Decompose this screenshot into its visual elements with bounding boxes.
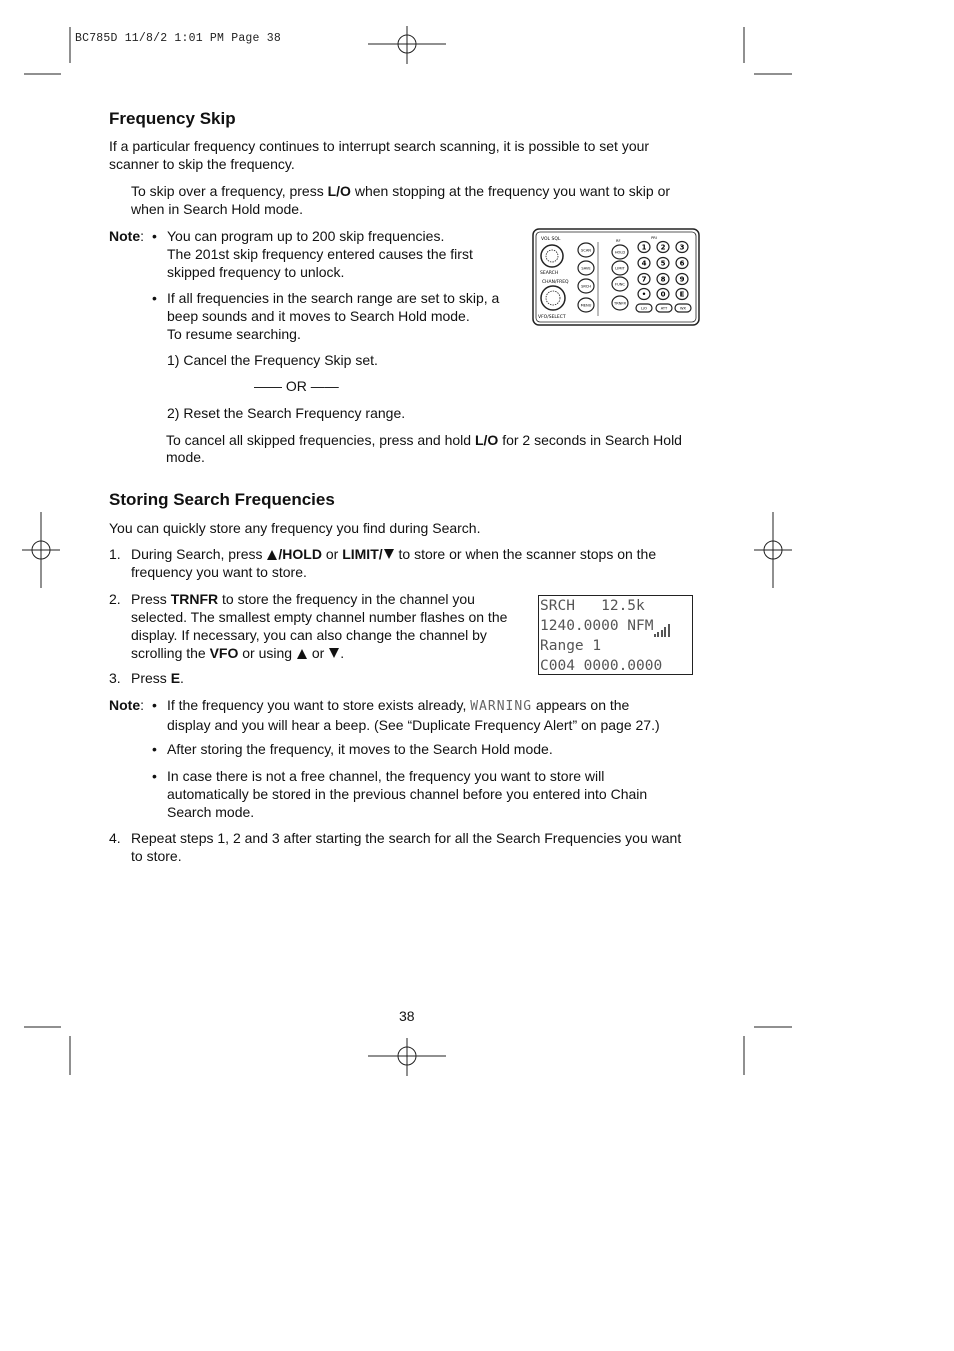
step-4-number: 4.	[109, 830, 121, 846]
lo-key-label: L/O	[474, 432, 499, 448]
svg-text:PRI: PRI	[651, 236, 657, 240]
step-3-number: 3.	[109, 670, 121, 686]
lcd-line-1: SRCH 12.5k	[540, 598, 645, 614]
note-label: Note:	[109, 228, 145, 244]
signal-strength-icon	[654, 617, 672, 637]
intro-line-2: scanner to skip the frequency.	[109, 156, 295, 172]
section-title-storing: Storing Search Frequencies	[109, 490, 335, 509]
svg-text:SCAN: SCAN	[581, 248, 591, 253]
svg-text:1: 1	[641, 243, 647, 252]
lcd-line-2: 1240.0000 NFM	[540, 616, 692, 636]
page-number: 38	[399, 1008, 415, 1024]
svg-text:L/O: L/O	[640, 306, 648, 311]
intro-line-1: If a particular frequency continues to interrupt search scanning, it is possible to set your	[109, 138, 650, 154]
down-arrow-icon	[384, 549, 394, 559]
resume-option-2: 2) Reset the Search Frequency range.	[167, 405, 406, 421]
section-title-frequency-skip: Frequency Skip	[109, 109, 236, 128]
vfo-dial	[541, 286, 565, 310]
svg-text:FUNC: FUNC	[615, 282, 625, 287]
lcd-line-3: Range 1	[540, 638, 602, 654]
step-3-text: Press E.	[131, 670, 184, 686]
lcd-line-4: C004 0000.0000	[540, 658, 663, 674]
chan-freq-label: CHAN/FREQ	[542, 280, 569, 285]
svg-text:WX: WX	[679, 306, 687, 311]
note-bullet-2: • If all frequencies in the search range are set to skip, a beep sounds and it moves to Search Hold mode. To resume searching.	[167, 289, 499, 343]
storing-intro: You can quickly store any frequency you find during Search.	[109, 520, 481, 536]
svg-text:TRNFR: TRNFR	[614, 301, 626, 306]
step-4-text: Repeat steps 1, 2 and 3 after starting the search for all the Search Frequencies you want to store.	[131, 830, 682, 864]
cancel-skip-line-1: To cancel all skipped frequencies, press and hold L/O for 2 seconds in Search Hold	[166, 432, 682, 448]
svg-text:8: 8	[660, 275, 666, 284]
warning-lcd-text: WARNING	[470, 699, 533, 714]
vol-sql-label: VOL SQL	[541, 237, 561, 242]
lo-key-label: L/O	[327, 183, 351, 199]
lcd-display	[538, 595, 693, 675]
svg-text:9: 9	[679, 275, 685, 284]
note-label: Note:	[109, 697, 145, 713]
or-separator: —— OR ——	[254, 378, 339, 394]
svg-text:LIMIT: LIMIT	[615, 266, 625, 271]
resume-option-1: 1) Cancel the Frequency Skip set.	[167, 352, 378, 368]
step-1-line-2: frequency you want to store.	[131, 564, 307, 580]
svg-text:HOLD: HOLD	[614, 250, 626, 255]
step-1-number: 1.	[109, 546, 121, 562]
svg-text:7: 7	[641, 275, 647, 284]
step-1-line-1: During Search, press /HOLD or LIMIT/ to store or when the scanner stops on the	[131, 546, 657, 562]
up-arrow-icon	[297, 649, 307, 659]
step-2-text: Press TRNFR to store the frequency in the channel you selected. The smallest empty channel number flashes on the display. If necessary, you can also change the channel by scrolling the VFO or using or .	[131, 591, 508, 661]
search-label: SEARCH	[540, 271, 559, 276]
vfo-select-label: VFO/SELECT	[538, 315, 566, 320]
svg-text:MENU: MENU	[580, 303, 592, 308]
down-arrow-icon	[329, 648, 339, 658]
svg-text:SRCH: SRCH	[581, 284, 591, 289]
svg-text:•: •	[641, 290, 647, 299]
store-note-2: • After storing the frequency, it moves to the Search Hold mode.	[167, 740, 553, 758]
up-arrow-icon	[267, 550, 277, 560]
note-bullet-1: • You can program up to 200 skip frequencies. The 201st skip frequency entered causes the first skipped frequency to unlock.	[167, 227, 473, 281]
cancel-skip-line-2: mode.	[166, 449, 205, 465]
skip-instruction-line-1: To skip over a frequency, press L/O when stopping at the frequency you want to skip or	[131, 183, 671, 199]
svg-text:ATT: ATT	[660, 306, 668, 311]
store-note-3: • In case there is not a free channel, the frequency you want to store will automatically be stored in the previous channel before you entered into Chain Search mode.	[167, 767, 647, 821]
svg-text:E: E	[679, 290, 685, 299]
skip-instruction-line-2: when in Search Hold mode.	[131, 201, 303, 217]
step-2-number: 2.	[109, 591, 121, 607]
svg-text:2: 2	[660, 243, 666, 252]
svg-text:5: 5	[660, 259, 666, 268]
scanner-keypad-illustration	[532, 228, 700, 326]
svg-text:3: 3	[679, 243, 685, 252]
svg-text:6: 6	[679, 259, 685, 268]
svg-text:RF: RF	[616, 239, 621, 243]
volume-knob	[541, 245, 563, 267]
svg-text:4: 4	[641, 259, 647, 268]
svg-text:0: 0	[660, 290, 666, 299]
svg-text:SAVE: SAVE	[581, 266, 591, 271]
print-slug: BC785D 11/8/2 1:01 PM Page 38	[75, 32, 281, 45]
store-note-1: • If the frequency you want to store exists already, WARNING appears on the display and you will hear a beep. (See “Duplicate Frequency Alert” on page 27.)	[167, 696, 660, 734]
